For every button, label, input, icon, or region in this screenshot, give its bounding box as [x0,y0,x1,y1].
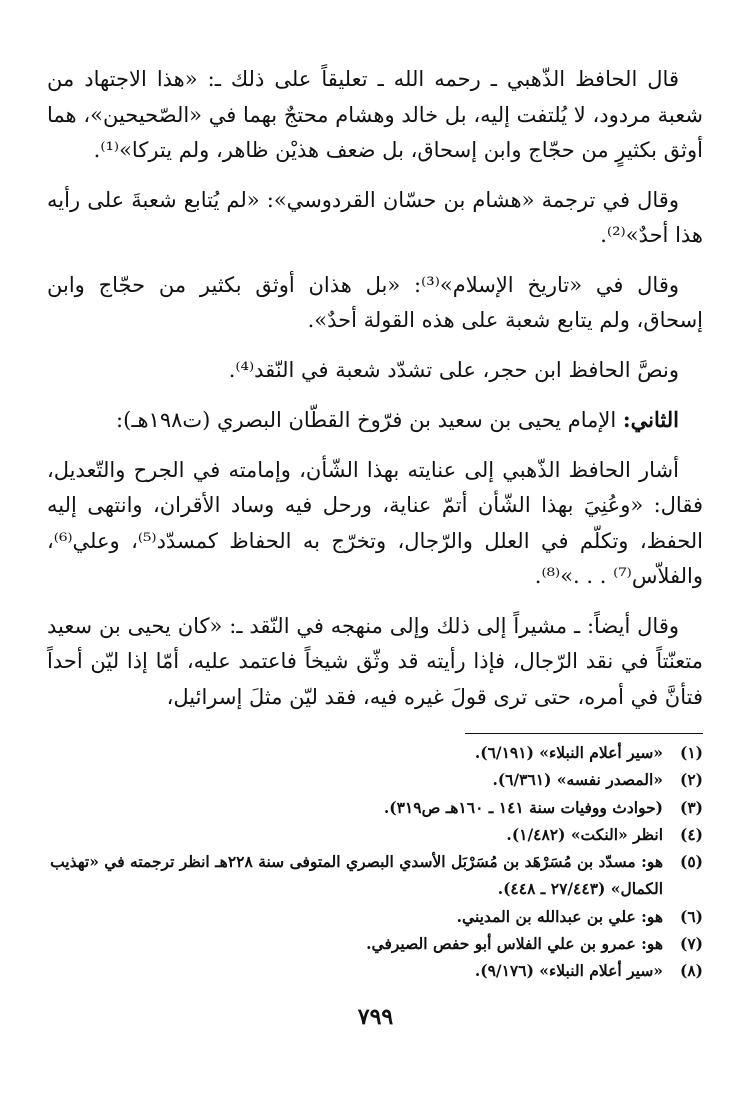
page-number: ٧٩٩ [357,1004,394,1030]
paragraph-tarikh-islam: وقال في «تاريخ الإسلام»⁽³⁾: «بل هذان أوثق بكثير من حجّاج وابن إسحاق، ولم يتابع شعبة على هذه القولة أحدٌ». [47,272,703,332]
paragraph-qattan-praise: أشار الحافظ الذّهبي إلى عنايته بهذا الشّأن، وإمامته في الجرح والتّعديل، فقال: «وعُنِيَ بهذا الشّأن أتمّ عناية، ورحل فيه وساد الأقران، وانتهى إليه الحفظ، وتكلّم في العلل والرّجال، وتخرّج به الحفاظ كمسدّد⁽⁵⁾، وعلي⁽⁶⁾، والفلاّس⁽⁷⁾ . . .»⁽⁸⁾. [47,457,703,588]
footnote-item [43,821,703,848]
footnote-text: هو: مسدّد بن مُسَرْهَد بن مُسَرْبَل الأسدي البصري المتوفى سنة ٢٢٨هـ انظر ترجمته في «تهذيب الكمال» (٢٧/٤٤٣ ـ ٤٤٨). [50,852,663,899]
footnote-item [43,957,703,984]
main-text [47,62,703,729]
paragraph-dhahabi-comment: قال الحافظ الذّهبي ـ رحمه الله ـ تعليقاً على ذلك ـ: «هذا الاجتهاد من شعبة مردود، لا يُلتفت إليه، بل خالد وهشام محتجٌ بهما في «الصّحيحين»، هما أوثق بكثيرٍ من حجّاج وابن إسحاق، بل ضعف هذيْن ظاهر، ولم يتركا»⁽¹⁾. [47,67,703,162]
footnote-separator [465,733,703,734]
footnote-item [43,848,703,903]
footnote-item [43,903,703,930]
footnote-number: (٦) [679,906,703,926]
paragraph-second-imam [47,402,703,439]
footnote-text: هو: علي بن عبدالله بن المديني. [456,906,663,926]
footnote-text: انظر «النكت» (١/٤٨٢). [506,824,663,844]
footnote-number: (٨) [679,961,703,981]
footnote-number: (١) [679,743,703,762]
footnote-text: هو: عمرو بن علي الفلاس أبو حفص الصيرفي. [366,934,663,954]
footnote-number: (٧) [679,934,703,954]
paragraph-qattan-method: وقال أيضاً: ـ مشيراً إلى ذلك وإلى منهجه في النّقد ـ: «كان يحيى بن سعيد متعنّتاً في نقد الرّجال، فإذا رأيته قد وثّق شيخاً فاعتمد عليه، أمّا إذا ليّن أحداً فتأنَّ في أمره، حتى ترى قولَ غيره فيه، فقد ليّن مثلَ إسرائيل، [47,613,703,709]
footnote-text: «سير أعلام النبلاء» (٩/١٧٦). [474,961,663,981]
footnote-item [43,766,703,793]
footnote-text: «سير أعلام النبلاء» (٦/١٩١). [474,743,663,762]
footnote-number: (٤) [679,824,703,844]
footnote-item [43,794,703,821]
paragraph-hisham-tarjama: وقال في ترجمة «هشام بن حسّان القردوسي»: «لم يُتابع شعبةَ على رأيه هذا أحدٌ»⁽²⁾. [47,187,703,247]
footnote-item [43,930,703,957]
footnote-number: (٣) [679,797,703,817]
section-lead-text: الإمام يحيى بن سعيد بن فرّوخ القطّان البصري (ت١٩٨هـ): [116,408,623,432]
footnote-text: «المصدر نفسه» (٦/٣٦١). [492,770,663,790]
footnote-text: (حوادث ووفيات سنة ١٤١ ـ ١٦٠هـ ص٣١٩). [383,797,663,817]
footnote-item [43,739,703,766]
footnotes [43,739,703,985]
section-lead-label: الثاني: [622,407,679,432]
footnote-number: (٥) [679,852,703,872]
footnote-number: (٢) [679,770,703,790]
paragraph-ibn-hajar: ونصَّ الحافظ ابن حجر، على تشدّد شعبة في النّقد⁽⁴⁾. [228,357,679,382]
